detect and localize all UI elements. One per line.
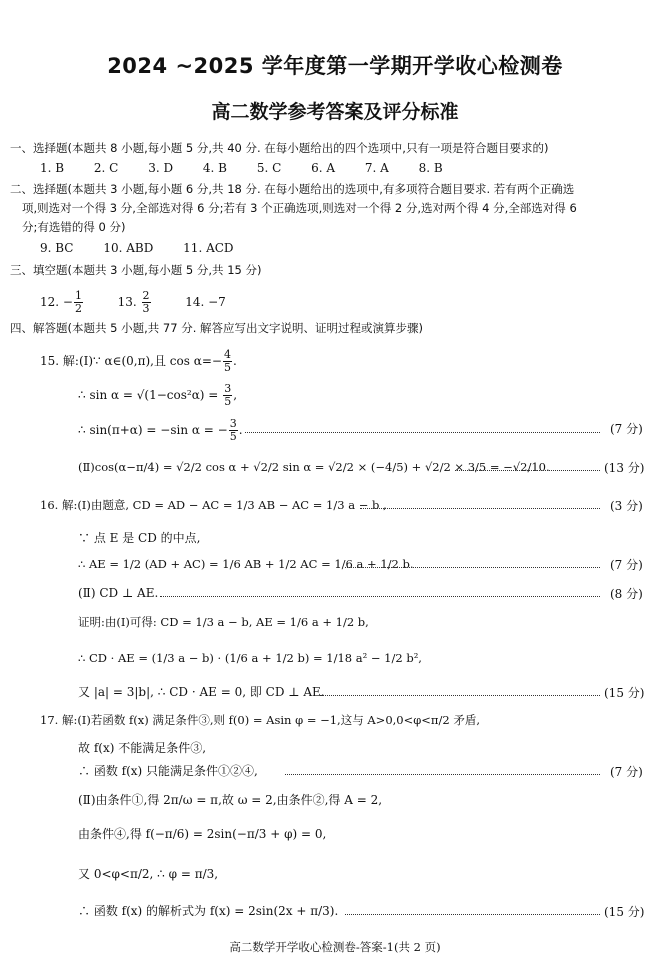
q17-line-7: ∴ 函数 f(x) 的解析式为 f(x) = 2sin(2x + π/3). [78,904,339,918]
section-2-heading-3: 分;有选错的得 0 分) [22,220,126,234]
q16-dots-3 [160,596,600,597]
answer-9: 9. BC [40,241,74,255]
q16-dots-4 [320,695,600,696]
answer-12-fraction: $\frac{1}{2}$ [74,289,82,315]
answer-6: 6. A [311,161,336,175]
q17-line-3: ∴ 函数 f(x) 只能满足条件①②④, [78,764,258,778]
section-1-heading: 一、选择题(本题共 8 小题,每小题 5 分,共 40 分. 在每小题给出的四个选项中,只有一项是符合题目要求的) [10,141,549,155]
q15-dots-1 [245,432,600,433]
q15-line-3: ∴ sin(π+α) = −sin α = − $\frac{3}{5}$ . [78,417,243,443]
answer-13-fraction: $\frac{2}{3}$ [142,289,150,315]
q16-line-6: ∴ CD · AE = (1/3 a − b) · (1/6 a + 1/2 b) = 1/18 a² − 1/2 b², [78,651,422,665]
answer-13-label: 13. [117,295,137,309]
q16-line-1: 16. 解:(Ⅰ)由题意, CD = AD − AC = 1/3 AB − AC = 1/3 a − b , [40,498,387,512]
page-footer: 高二数学开学收心检测卷-答案-1(共 2 页) [229,940,441,954]
q16-line-5: 证明:由(Ⅰ)可得: CD = 1/3 a − b, AE = 1/6 a + 1/2 b, [78,615,369,629]
answer-5: 5. C [256,161,282,175]
answer-2: 2. C [93,161,119,175]
q16-score-7: (7 分) [610,558,643,572]
answer-1: 1. B [40,161,65,175]
q17-line-2: 故 f(x) 不能满足条件③, [78,741,207,755]
answer-11: 11. ACD [183,241,234,255]
exam-title: 2024 ~2025 学年度第一学期开学收心检测卷 [107,54,563,78]
q16-score-3: (3 分) [610,499,643,513]
section-2-heading-1: 二、选择题(本题共 3 小题,每小题 6 分,共 18 分. 在每小题给出的选项中,有多项符合题目要求. 若有两个正确选 [10,182,575,196]
q16-score-8: (8 分) [610,587,643,601]
q17-score-15: (15 分) [604,905,645,919]
q15-score-13: (13 分) [604,461,645,475]
q15-line-1: 15. 解:(Ⅰ)∵ α∈(0,π),且 cos α=− $\frac{4}{5}$ . [40,348,237,374]
q16-line-2: ∵ 点 E 是 CD 的中点, [78,531,201,545]
q17-line-5: 由条件④,得 f(−π/6) = 2sin(−π/3 + φ) = 0, [78,827,327,841]
q17-dots-2 [345,914,600,915]
q15-line-4: (Ⅱ)cos(α−π/4) = √2/2 cos α + √2/2 sin α = √2/2 × (−4/5) + √2/2 × 3/5 = −√2/10. [78,460,550,474]
answer-10: 10. ABD [103,241,154,255]
answer-14: 14. −7 [185,295,226,309]
answer-8: 8. B [418,161,443,175]
answer-3: 3. D [148,161,174,175]
q16-line-3: ∴ AE = 1/2 (AD + AC) = 1/6 AB + 1/2 AC = 1/6 a + 1/2 b. [78,557,414,571]
q17-score-7: (7 分) [610,765,643,779]
answer-4: 4. B [202,161,228,175]
q15-score-7: (7 分) [610,422,643,436]
q16-score-15: (15 分) [604,686,645,700]
q17-line-1: 17. 解:(Ⅰ)若函数 f(x) 满足条件③,则 f(0) = Asin φ = −1,这与 A>0,0<φ<π/2 矛盾, [40,713,480,727]
q15-dots-2 [455,470,600,471]
section-4-heading: 四、解答题(本题共 5 小题,共 77 分. 解答应写出文字说明、证明过程或演算步骤) [10,321,424,335]
exam-subtitle: 高二数学参考答案及评分标准 [211,101,459,123]
q15-line-2: ∴ sin α = √(1−cos²α) = $\frac{3}{5}$ , [78,382,238,408]
section-2-heading-2: 项,则选对一个得 3 分,全部选对得 6 分;若有 3 个正确选项,则选对一个得 2 分,选对两个得 4 分,全部选对得 6 [22,201,577,215]
q17-dots-1 [285,774,600,775]
section-2-answers [40,240,234,256]
q16-line-7: 又 |a| = 3|b|, ∴ CD · AE = 0, 即 CD ⊥ AE. [78,685,325,699]
q16-dots-1 [360,508,600,509]
section-3-answers: 12. − $\frac{1}{2}$ 13. $\frac{2}{3}$ 14. −7 [40,289,226,315]
q16-line-4: (Ⅱ) CD ⊥ AE. [78,586,159,600]
section-3-heading: 三、填空题(本题共 3 小题,每小题 5 分,共 15 分) [10,263,262,277]
answer-7: 7. A [364,161,389,175]
section-1-answers [40,160,443,176]
q16-dots-2 [345,567,600,568]
q17-line-4: (Ⅱ)由条件①,得 2π/ω = π,故 ω = 2,由条件②,得 A = 2, [78,793,383,807]
q17-line-6: 又 0<φ<π/2, ∴ φ = π/3, [78,867,219,881]
answer-12-label: 12. [40,295,60,309]
